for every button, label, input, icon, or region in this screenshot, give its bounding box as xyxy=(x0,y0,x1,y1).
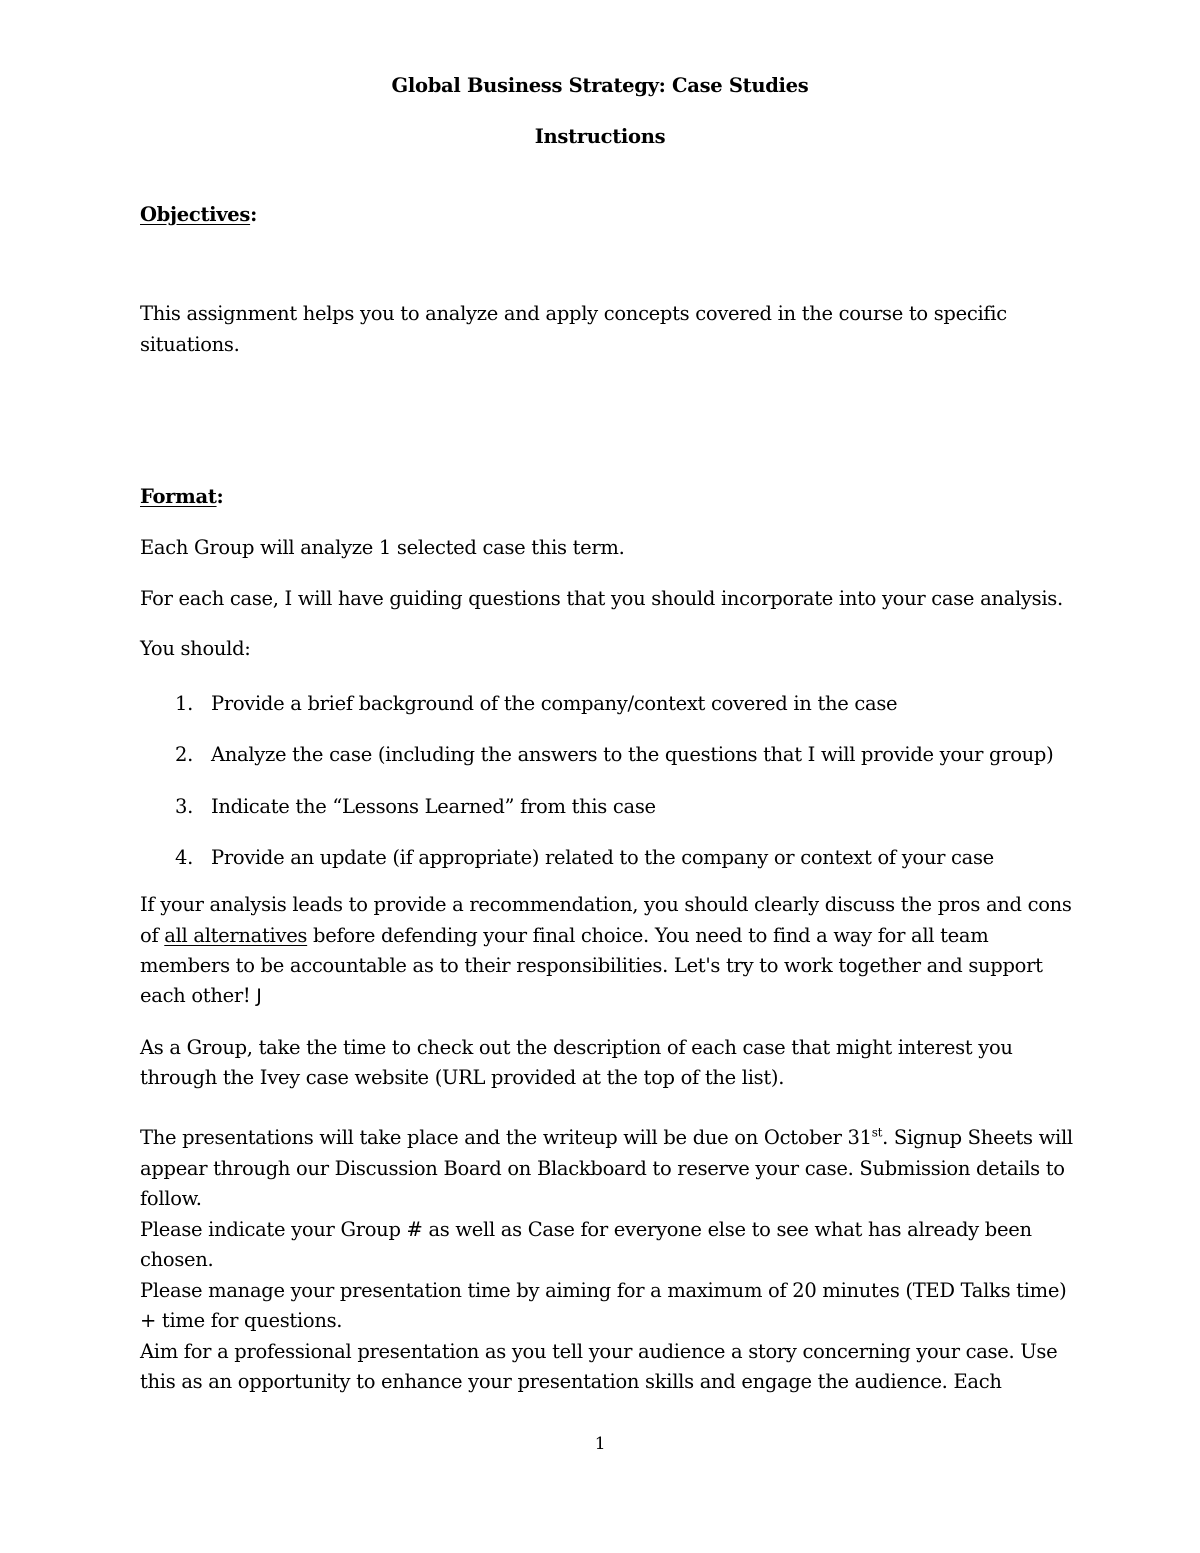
date-superscript: st xyxy=(871,1125,883,1140)
format-heading xyxy=(140,485,223,508)
list-item-text: Provide a brief background of the company/context covered in the case xyxy=(211,692,898,715)
presentation-line-1-pre: The presentations will take place and the writeup will be due on October 31 xyxy=(140,1126,872,1149)
list-item-text: Provide an update (if appropriate) related to the company or context of your case xyxy=(211,846,994,869)
presentation-line-1 xyxy=(140,1126,1073,1149)
objectives-heading-colon: : xyxy=(250,203,257,226)
presentation-line-7: + time for questions. xyxy=(140,1309,343,1332)
presentation-line-5: chosen. xyxy=(140,1248,214,1271)
objectives-heading-text: Objectives xyxy=(140,203,251,226)
list-item-number: 1. xyxy=(175,692,194,715)
list-item-text: Indicate the “Lessons Learned” from this case xyxy=(211,795,656,818)
presentation-line-1-post: . Signup Sheets will xyxy=(882,1126,1073,1149)
list-item-number: 2. xyxy=(175,743,194,766)
format-paragraph-3: You should: xyxy=(140,637,251,660)
objectives-line-2: situations. xyxy=(140,333,240,356)
presentation-line-9: this as an opportunity to enhance your presentation skills and engage the audience. Each xyxy=(140,1370,1002,1393)
recommendation-line-2 xyxy=(140,924,988,947)
smiley-icon: J xyxy=(256,985,262,1007)
presentation-line-3: follow. xyxy=(140,1187,202,1210)
format-heading-colon: : xyxy=(216,485,224,508)
recommendation-line-2-post: before defending your final choice. You need to find a way for all team xyxy=(307,924,989,947)
recommendation-line-4 xyxy=(140,984,262,1007)
recommendation-line-2-pre: of xyxy=(140,924,165,947)
recommendation-line-3: members to be accountable as to their responsibilities. Let's try to work together and support xyxy=(140,954,1043,977)
recommendation-line-1: If your analysis leads to provide a recommendation, you should clearly discuss the pros and cons xyxy=(140,893,1072,916)
objectives-line-1: This assignment helps you to analyze and apply concepts covered in the course to specific xyxy=(140,302,1007,325)
format-paragraph-1: Each Group will analyze 1 selected case this term. xyxy=(140,536,625,559)
format-paragraph-2: For each case, I will have guiding questions that you should incorporate into your case analysis. xyxy=(140,587,1063,610)
document-subtitle: Instructions xyxy=(534,125,666,148)
presentation-line-4: Please indicate your Group # as well as Case for everyone else to see what has already been xyxy=(140,1218,1032,1241)
format-heading-text: Format xyxy=(140,485,217,508)
presentation-line-6: Please manage your presentation time by aiming for a maximum of 20 minutes (TED Talks time) xyxy=(140,1279,1067,1302)
presentation-line-8: Aim for a professional presentation as you tell your audience a story concerning your case. Use xyxy=(140,1340,1058,1363)
list-item-text: Analyze the case (including the answers to the questions that I will provide your group) xyxy=(211,743,1054,766)
document-title: Global Business Strategy: Case Studies xyxy=(391,74,809,97)
list-item-number: 4. xyxy=(175,846,194,869)
recommendation-line-4-text: each other! xyxy=(140,984,257,1007)
all-alternatives-emphasis: all alternatives xyxy=(164,924,308,947)
group-line-2: through the Ivey case website (URL provided at the top of the list). xyxy=(140,1066,785,1089)
objectives-heading xyxy=(140,203,257,226)
group-line-1: As a Group, take the time to check out the description of each case that might interest you xyxy=(140,1036,1013,1059)
list-item-number: 3. xyxy=(175,795,194,818)
page-number: 1 xyxy=(594,1434,606,1454)
presentation-line-2: appear through our Discussion Board on Blackboard to reserve your case. Submission details to xyxy=(140,1157,1065,1180)
